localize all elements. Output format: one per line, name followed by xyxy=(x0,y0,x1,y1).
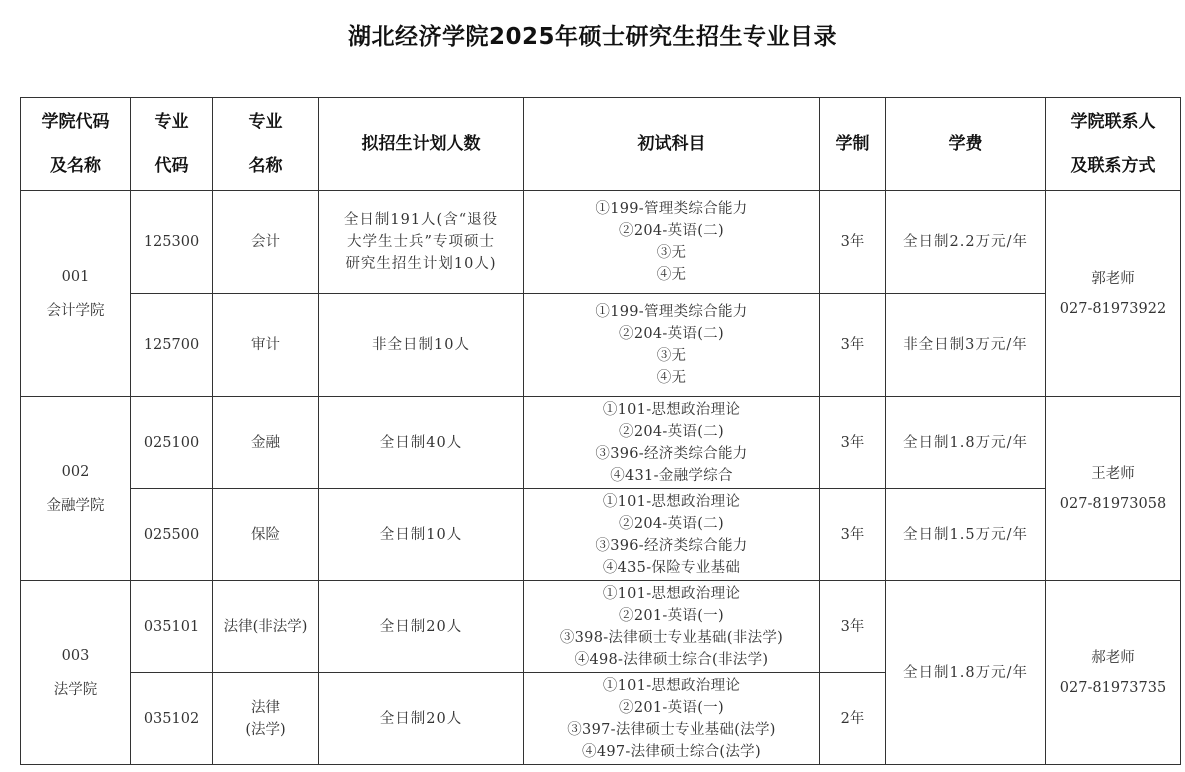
header-plan: 拟招生计划人数 xyxy=(319,98,524,191)
subjects-cell xyxy=(524,581,820,673)
contact-phone: 027-81973735 xyxy=(1059,679,1167,696)
subject-item: ③397-法律硕士专业基础(法学) xyxy=(567,721,776,738)
subjects-cell xyxy=(524,673,820,765)
header-college xyxy=(21,98,131,191)
header-major-code-line2: 代码 xyxy=(154,156,189,176)
header-duration: 学制 xyxy=(820,98,886,191)
tuition-cell: 全日制2.2万元/年 xyxy=(886,191,1046,294)
header-college-line1: 学院代码 xyxy=(41,112,110,132)
contact-name: 郭老师 xyxy=(1091,270,1135,287)
subject-item: ②201-英语(一) xyxy=(619,607,724,624)
contact-phone: 027-81973922 xyxy=(1059,300,1167,317)
plan-cell xyxy=(319,191,524,294)
subject-item: ②204-英语(二) xyxy=(619,326,724,342)
header-contact xyxy=(1046,98,1181,191)
table-row xyxy=(21,397,1181,489)
duration-cell: 3年 xyxy=(820,581,886,673)
header-college-line2: 及名称 xyxy=(50,156,101,176)
subject-item: ②204-英语(二) xyxy=(619,423,724,440)
header-row xyxy=(21,98,1181,191)
subject-item: ③396-经济类综合能力 xyxy=(595,537,748,554)
major-name: 金融 xyxy=(213,397,319,489)
header-contact-line2: 及联系方式 xyxy=(1070,156,1156,176)
subject-item: ①101-思想政治理论 xyxy=(602,677,741,694)
duration-cell: 3年 xyxy=(820,489,886,581)
major-name: 审计 xyxy=(213,294,319,397)
plan-line: 全日制40人 xyxy=(379,434,463,451)
major-code: 025500 xyxy=(131,489,213,581)
table-row xyxy=(21,581,1181,673)
college-cell xyxy=(21,191,131,397)
contact-phone: 027-81973058 xyxy=(1059,495,1167,512)
plan-line: 全日制191人(含“退役 xyxy=(343,212,499,228)
major-name: 会计 xyxy=(213,191,319,294)
catalog-table xyxy=(20,97,1181,765)
major-code: 025100 xyxy=(131,397,213,489)
header-major-name xyxy=(213,98,319,191)
major-name xyxy=(213,673,319,765)
subject-item: ③无 xyxy=(656,348,687,364)
subjects-cell xyxy=(524,191,820,294)
subject-item: ④498-法律硕士综合(非法学) xyxy=(574,651,769,668)
header-subjects: 初试科目 xyxy=(524,98,820,191)
duration-cell: 2年 xyxy=(820,673,886,765)
subject-item: ①199-管理类综合能力 xyxy=(595,304,748,320)
subject-item: ③398-法律硕士专业基础(非法学) xyxy=(559,629,784,646)
subject-item: ①101-思想政治理论 xyxy=(602,585,741,602)
tuition-cell: 全日制1.5万元/年 xyxy=(886,489,1046,581)
plan-cell xyxy=(319,397,524,489)
contact-cell xyxy=(1046,397,1181,581)
tuition-cell: 非全日制3万元/年 xyxy=(886,294,1046,397)
subjects-cell xyxy=(524,489,820,581)
plan-line: 全日制20人 xyxy=(379,710,463,727)
college-cell xyxy=(21,581,131,765)
subject-item: ①199-管理类综合能力 xyxy=(595,201,748,217)
major-code: 035101 xyxy=(131,581,213,673)
subject-item: ④497-法律硕士综合(法学) xyxy=(582,743,761,760)
college-code: 002 xyxy=(61,463,90,480)
subjects-cell xyxy=(524,294,820,397)
plan-line: 非全日制10人 xyxy=(372,337,470,353)
contact-name: 郝老师 xyxy=(1091,649,1135,666)
major-code: 035102 xyxy=(131,673,213,765)
header-major-code xyxy=(131,98,213,191)
college-code: 001 xyxy=(61,268,90,285)
major-name-line: 法律(非法学) xyxy=(223,618,308,635)
contact-cell xyxy=(1046,191,1181,397)
subject-item: ④无 xyxy=(656,370,687,386)
major-code: 125300 xyxy=(131,191,213,294)
college-cell xyxy=(21,397,131,581)
plan-cell xyxy=(319,673,524,765)
duration-cell: 3年 xyxy=(820,191,886,294)
major-name-line: (法学) xyxy=(245,721,286,738)
table-row xyxy=(21,191,1181,294)
major-name-line: 法律 xyxy=(251,699,280,716)
table-row xyxy=(21,489,1181,581)
college-name: 会计学院 xyxy=(46,302,105,319)
table-row xyxy=(21,294,1181,397)
header-contact-line1: 学院联系人 xyxy=(1070,112,1156,132)
plan-cell xyxy=(319,489,524,581)
subject-item: ②201-英语(一) xyxy=(619,699,724,716)
header-major-name-line1: 专业 xyxy=(248,112,283,132)
plan-line: 研究生招生计划10人) xyxy=(345,256,497,272)
duration-cell: 3年 xyxy=(820,294,886,397)
subject-item: ②204-英语(二) xyxy=(619,515,724,532)
subjects-cell xyxy=(524,397,820,489)
subject-item: ②204-英语(二) xyxy=(619,223,724,239)
duration-cell: 3年 xyxy=(820,397,886,489)
subject-item: ③无 xyxy=(656,245,687,261)
college-name: 金融学院 xyxy=(46,497,105,514)
major-name xyxy=(213,581,319,673)
college-name: 法学院 xyxy=(53,681,98,698)
subject-item: ④无 xyxy=(656,267,687,283)
subject-item: ①101-思想政治理论 xyxy=(602,493,741,510)
tuition-cell: 全日制1.8万元/年 xyxy=(886,581,1046,765)
major-code: 125700 xyxy=(131,294,213,397)
header-major-code-line1: 专业 xyxy=(154,112,189,132)
college-code: 003 xyxy=(61,647,90,664)
page-title: 湖北经济学院2025年硕士研究生招生专业目录 xyxy=(347,24,837,50)
plan-line: 全日制20人 xyxy=(379,618,463,635)
header-major-name-line2: 名称 xyxy=(248,156,283,176)
plan-cell xyxy=(319,581,524,673)
tuition-cell: 全日制1.8万元/年 xyxy=(886,397,1046,489)
subject-item: ③396-经济类综合能力 xyxy=(595,445,748,462)
plan-cell xyxy=(319,294,524,397)
subject-item: ④435-保险专业基础 xyxy=(602,559,741,576)
plan-line: 全日制10人 xyxy=(379,526,463,543)
contact-name: 王老师 xyxy=(1091,465,1135,482)
major-name: 保险 xyxy=(213,489,319,581)
subject-item: ①101-思想政治理论 xyxy=(602,401,741,418)
plan-line: 大学生士兵”专项硕士 xyxy=(347,234,495,250)
contact-cell xyxy=(1046,581,1181,765)
header-tuition: 学费 xyxy=(886,98,1046,191)
subject-item: ④431-金融学综合 xyxy=(610,467,733,484)
